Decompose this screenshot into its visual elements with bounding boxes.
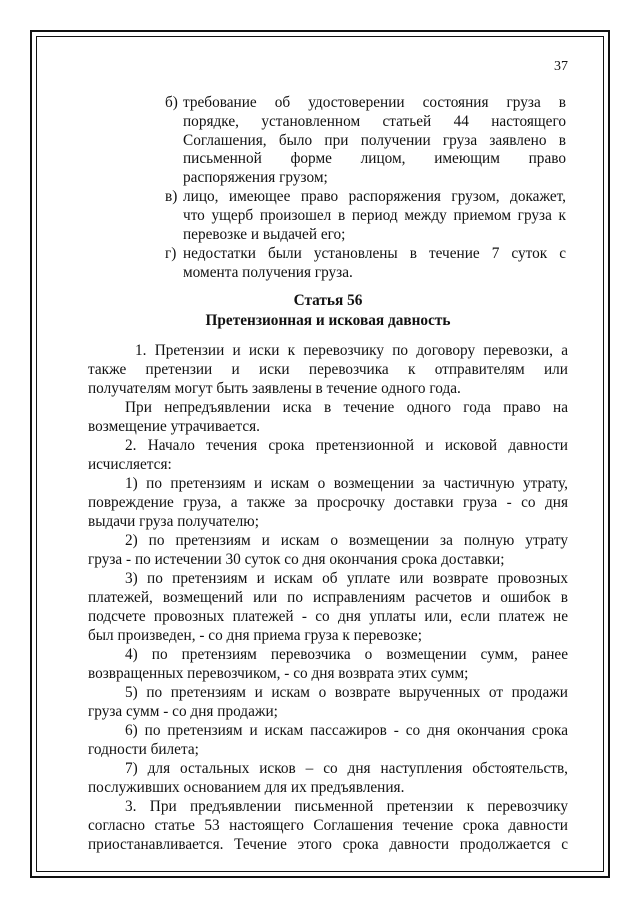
body-line: годности билета; <box>88 741 199 758</box>
body-line: был произведен, - со дня приема груза к перевозке; <box>88 627 422 644</box>
list-item-b-line-3: Соглашения, было при получении груза заявлено в <box>183 132 566 149</box>
list-item-b-label: б) <box>165 94 178 111</box>
list-item-v-line-2: что ущерб произошел в период между приемом груза к <box>183 207 566 224</box>
list-item-b-line-4: письменной форме лицом, имеющим право <box>183 150 566 167</box>
body-line: возвращенных перевозчиком, - со дня возврата этих сумм; <box>88 665 469 682</box>
body-line: получателям могут быть заявлены в течение одного года. <box>88 380 461 397</box>
body-line: 2. Начало течения срока претензионной и исковой давности <box>125 437 568 454</box>
body-line: 5) по претензиям и искам о возврате вырученных от продажи <box>125 684 568 701</box>
body-line: повреждение груза, а также за просрочку доставки груза - со дня <box>88 494 568 511</box>
body-line: подсчете провозных платежей - со дня уплаты или, если платеж не <box>88 608 568 625</box>
list-item-b-line-5: распоряжения грузом; <box>183 169 328 186</box>
body-line: 2) по претензиям и искам о возмещении за полную утрату <box>125 532 568 549</box>
article-subtitle: Претензионная и исковая давность <box>205 312 451 329</box>
body-line: послуживших основанием для их предъявления. <box>88 779 405 796</box>
list-item-v-line-1: лицо, имеющее право распоряжения грузом, докажет, <box>183 188 566 205</box>
list-item-g-line-2: момента получения груза. <box>183 264 353 281</box>
list-item-g-label: г) <box>165 245 177 262</box>
list-item-g-line-1: недостатки были установлены в течение 7 суток с <box>183 245 566 262</box>
body-line: также претензии и иски перевозчика к отправителям или <box>88 361 568 378</box>
body-line: 7) для остальных исков – со дня наступления обстоятельств, <box>125 760 568 777</box>
body-line: 1. Претензии и иски к перевозчику по договору перевозки, а <box>135 342 568 359</box>
body-line: 4) по претензиям перевозчика о возмещении сумм, ранее <box>125 646 568 663</box>
body-line: платежей, возмещений или по исправлениям расчетов и ошибок в <box>88 589 568 606</box>
body-line: груза - по истечении 30 суток со дня окончания срока доставки; <box>88 551 505 568</box>
body-line: 1) по претензиям и искам о возмещении за частичную утрату, <box>125 475 568 492</box>
page-number: 37 <box>554 59 568 74</box>
body-line: При непредъявлении иска в течение одного года право на <box>125 399 568 416</box>
body-line: груза сумм - со дня продажи; <box>88 703 278 720</box>
body-line: исчисляется: <box>88 456 172 473</box>
body-line: согласно статье 53 настоящего Соглашения течение срока давности <box>88 817 568 834</box>
body-line: возмещение утрачивается. <box>88 418 260 435</box>
body-line: выдачи груза получателю; <box>88 513 259 530</box>
body-line: 6) по претензиям и искам пассажиров - со дня окончания срока <box>125 722 568 739</box>
body-line: приостанавливается. Течение этого срока давности продолжается с <box>88 836 568 853</box>
list-item-b-line-1: требование об удостоверении состояния груза в <box>183 94 566 111</box>
list-item-v-label: в) <box>165 188 178 205</box>
list-item-b-line-2: порядке, установленном статьей 44 настоящего <box>183 113 566 130</box>
body-line: 3) по претензиям и искам об уплате или возврате провозных <box>125 570 568 587</box>
article-title: Статья 56 <box>293 292 363 309</box>
body-line: 3. При предъявлении письменной претензии к перевозчику <box>125 798 568 815</box>
list-item-v-line-3: перевозке и выдачей его; <box>183 226 346 243</box>
